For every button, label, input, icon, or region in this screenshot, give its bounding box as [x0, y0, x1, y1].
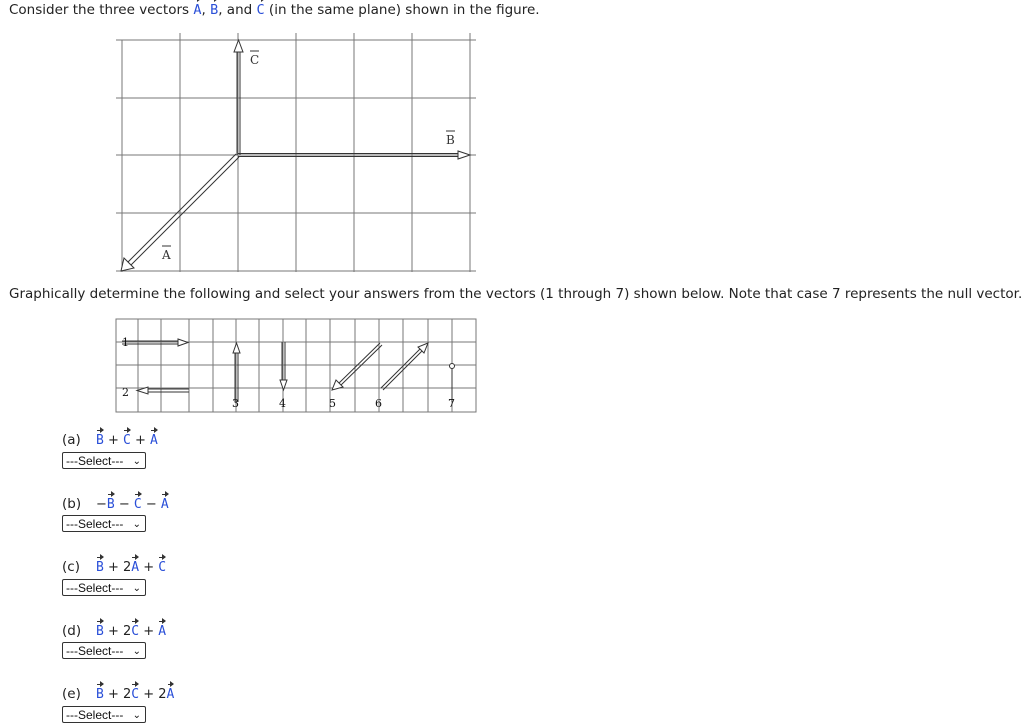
- vector-figure: [0, 0, 1024, 290]
- vector-b-label: B: [96, 433, 104, 448]
- option-vector-6: [381, 343, 428, 390]
- options-grid: [116, 319, 476, 412]
- answer-select-b[interactable]: [62, 515, 146, 532]
- option-label-1: 1: [122, 336, 129, 349]
- vector-c-label: C: [123, 433, 131, 448]
- answer-select-e[interactable]: [62, 706, 146, 723]
- instructions-text: Graphically determine the following and select your answers from the vectors (1 through 7) shown below. Note that case 7 represents the null vector.: [9, 286, 1023, 302]
- option-label-4: 4: [279, 397, 286, 410]
- question-label: (b): [62, 496, 82, 512]
- vector-b-label: B: [96, 560, 104, 575]
- vector-a-label: A: [193, 2, 202, 18]
- chevron-down-icon: ⌄: [132, 583, 141, 594]
- option-label-5: 5: [329, 397, 336, 410]
- option-label-7: 7: [448, 397, 455, 410]
- question-expression: [96, 687, 174, 702]
- question-label: (c): [62, 559, 80, 575]
- expression-operator: +: [139, 624, 159, 639]
- vector-b-label: B: [210, 2, 219, 18]
- figure-label-b: B: [446, 133, 455, 147]
- expression-operator: +: [139, 560, 159, 575]
- chevron-down-icon: ⌄: [132, 710, 141, 721]
- expression-operator: + 2: [103, 687, 132, 702]
- intro-before: Consider the three vectors: [9, 2, 194, 18]
- intro-sep: ,: [201, 2, 211, 18]
- vector-c-label: C: [133, 497, 142, 512]
- options-figure: [0, 310, 500, 420]
- vector-b-label: B: [106, 497, 115, 512]
- chevron-down-icon: ⌄: [132, 456, 141, 467]
- question-a: [62, 432, 158, 448]
- figure-grid: [116, 33, 476, 272]
- intro-sep: , and: [218, 2, 257, 18]
- question-expression: [96, 560, 166, 575]
- expression-operator: +: [103, 433, 123, 448]
- expression-operator: +: [130, 433, 150, 448]
- expression-operator: −: [141, 497, 161, 512]
- figure-label-a: A: [162, 248, 171, 262]
- chevron-down-icon: ⌄: [132, 646, 141, 657]
- option-vector-5: [332, 343, 382, 390]
- vector-a-label: A: [150, 433, 158, 448]
- vector-c-label: C: [256, 2, 265, 18]
- option-label-3: 3: [232, 397, 239, 410]
- select-value: ---Select---: [66, 581, 124, 595]
- question-label: (d): [62, 623, 82, 639]
- question-c: [62, 559, 166, 575]
- question-label: (a): [62, 432, 81, 448]
- vector-c-label: C: [131, 624, 140, 639]
- expression-operator: −: [96, 497, 107, 512]
- select-value: ---Select---: [66, 644, 124, 658]
- vector-c-label: C: [131, 687, 140, 702]
- vector-a-label: A: [160, 497, 169, 512]
- question-e: [62, 686, 174, 702]
- answer-select-d[interactable]: [62, 642, 146, 659]
- expression-operator: + 2: [139, 687, 167, 702]
- expression-operator: + 2: [103, 624, 132, 639]
- vector-a-label: A: [131, 560, 140, 575]
- option-labels: [122, 336, 455, 410]
- option-label-2: 2: [122, 386, 129, 399]
- vector-a-label: A: [166, 687, 175, 702]
- answer-select-a[interactable]: [62, 452, 146, 469]
- question-expression: [96, 624, 166, 639]
- question-b: [62, 496, 169, 512]
- question-d: [62, 623, 166, 639]
- question-label: (e): [62, 686, 81, 702]
- vector-c-label: C: [158, 560, 167, 575]
- answer-select-c[interactable]: [62, 579, 146, 596]
- chevron-down-icon: ⌄: [132, 519, 141, 530]
- vector-b-label: B: [96, 687, 104, 702]
- vector-b-label: B: [96, 624, 104, 639]
- vector-a-label: A: [158, 624, 167, 639]
- expression-operator: −: [114, 497, 134, 512]
- option-label-6: 6: [375, 397, 382, 410]
- select-value: ---Select---: [66, 454, 124, 468]
- select-value: ---Select---: [66, 517, 124, 531]
- question-expression: [96, 497, 169, 512]
- figure-label-overbars: [162, 51, 455, 246]
- question-expression: [96, 433, 158, 448]
- expression-operator: + 2: [103, 560, 132, 575]
- select-value: ---Select---: [66, 708, 124, 722]
- intro-after: (in the same plane) shown in the figure.: [264, 2, 540, 18]
- figure-label-c: C: [250, 53, 260, 67]
